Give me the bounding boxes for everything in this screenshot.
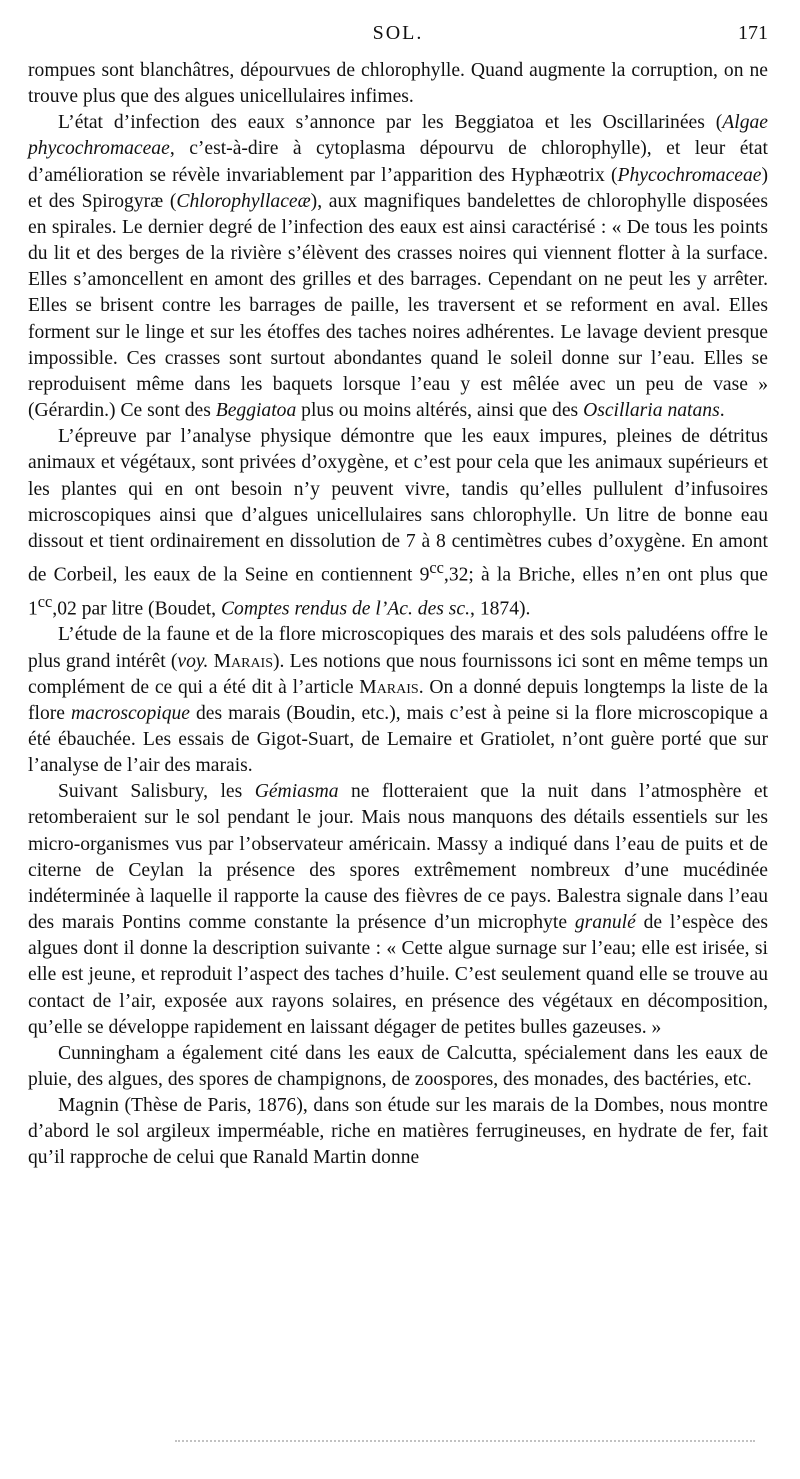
text-run: rompues sont blanchâtres, dépourvues de chlorophylle. Quand augmente la corruption, on ne trouve plus que des algues unicellulaires infimes. [28, 60, 768, 108]
paragraph [28, 1041, 768, 1093]
italic-text: Algae phycochromaceae [28, 112, 768, 160]
paragraph [28, 424, 768, 622]
superscript-text: cc [429, 557, 444, 577]
italic-text: Beggiatoa [215, 400, 297, 422]
italic-text: voy. [177, 650, 209, 672]
running-header [28, 22, 768, 58]
text-run: L’épreuve par l’analyse physique démontre que les eaux impures, pleines de détritus animaux et végétaux, sont privées d’oxygène, et c’est pour cela que les animaux supérieurs et les plantes qui en ont besoin n’y peuvent vivre, tandis qu’elles pullulent d’infusoires microscopiques ainsi que d’algues unicellulaires sans chlorophylle. Un litre de bonne eau dissout et tient ordinairement en dissolution de 7 à 8 centimètres cubes d’oxygène. En amont de Corbeil, les eaux de la Seine en contiennent 9 [28, 426, 768, 586]
body-text [28, 58, 768, 1172]
bottom-scan-marks [175, 1440, 755, 1448]
italic-text: Chlorophyllaceæ [176, 190, 311, 212]
document-page [28, 22, 768, 1172]
italic-text: Oscillaria natans [583, 400, 720, 422]
paragraph [28, 1093, 768, 1171]
text-run: ,32; à la Briche, elles n’en ont plus que 1 [28, 564, 768, 620]
paragraph [28, 622, 768, 779]
text-run: L’état d’infection des eaux s’annonce par les Beggiatoa et les Oscillarinées ( [58, 112, 723, 134]
paragraph [28, 779, 768, 1041]
text-run: de l’espèce des algues dont il donne la description suivante : « Cette algue surnage sur l’eau; elle est irisée, si elle est jeune, et reproduit l’aspect des taches d’huile. C’est seulement quand elle se trouve au contact de l’air, exposée aux rayons solaires, en présence des végétaux en décomposition, qu’elle se développe rapidement en laissant dégager de petites bulles gazeuses. » [28, 912, 768, 1038]
running-title: SOL. [372, 22, 424, 44]
italic-text: granulé [574, 912, 636, 934]
small-caps-text: Marais [359, 676, 419, 698]
text-run: . On a donné depuis longtemps la liste de la flore [28, 676, 768, 724]
page-number: 171 [738, 22, 768, 44]
small-caps-text: Marais [213, 650, 274, 672]
text-run: Cunningham a également cité dans les eaux de Calcutta, spécialement dans les eaux de pluie, des algues, des spores de champignons, de zoospores, des monades, des bactéries, etc. [28, 1042, 768, 1090]
text-run: des marais (Boudin, etc.), mais c’est à peine si la flore microscopique a été ébauchée. Les essais de Gigot-Suart, de Lemaire et Gratiolet, n’ont guère porté que sur l’analyse de l’air des marais. [28, 702, 768, 777]
paragraph [28, 58, 768, 110]
text-run: Magnin (Thèse de Paris, 1876), dans son étude sur les marais de la Dombes, nous montre d’abord le sol argileux imperméable, riche en matières ferrugineuses, en hydrate de fer, fait qu’il rapproche de celui que Ranald Martin donne [28, 1095, 768, 1169]
text-run: . [719, 400, 725, 422]
text-run: , c’est-à-dire à cytoplasma dépourvu de chlorophylle), et leur état d’amélioration se révèle invariablement par l’apparition des Hyphæotrix ( [28, 138, 768, 186]
italic-text: Comptes rendus de l’Ac. des sc. [220, 598, 471, 620]
italic-text: Gémiasma [254, 781, 339, 803]
text-run: ), aux magnifiques bandelettes de chlorophylle disposées en spirales. Le dernier degré de l’infection des eaux est ainsi caractérisé : « De tous les points du lit et des berges de la rivière s’élèvent des crasses noires qui viennent flotter à la surface. Elles s’amoncellent en amont des grilles et des barrages. Cependant on ne peut les y arrêter. Elles se brisent contre les barrages de paille, les traversent et se reforment en aval. Elles forment sur le linge et sur les étoffes des taches noires adhérentes. Le lavage devient presque impossible. Ces crasses sont surtout abondantes quand le soleil donne sur l’eau. Elles se reproduisent même dans les baquets lorsque l’eau y est mêlée avec un peu de vase » (Gérardin.) Ce sont des [28, 190, 768, 422]
text-run: plus ou moins altérés, ainsi que des [296, 400, 584, 422]
superscript-text: cc [37, 591, 53, 611]
text-run: Suivant Salisbury, les [58, 781, 255, 803]
text-run: ) et des Spirogyræ ( [28, 164, 768, 212]
italic-text: Phycochromaceae [617, 164, 762, 186]
text-run: ). Les notions que nous fournissons ici sont en même temps un complément de ce qui a été dit à l’article [28, 650, 769, 698]
text-run: , 1874). [470, 598, 531, 620]
text-run: ,02 par litre (Boudet, [52, 598, 221, 620]
text-run: L’étude de la faune et de la flore microscopiques des marais et des sols paludéens offre le plus grand intérêt ( [28, 624, 768, 672]
text-run: ne flotteraient que la nuit dans l’atmosphère et retomberaient sur le sol pendant le jour. Mais nous manquons des détails essentiels sur les micro-organismes vus par l’observateur américain. Massy a indiqué dans l’eau de puits et de citerne de Ceylan la présence des spores extrêmement nombreux d’une mucédinée indéterminée à laquelle il rapporte la cause des fièvres de ce pays. Balestra signale dans l’eau des marais Pontins comme constante la présence d’un microphyte [28, 781, 768, 934]
paragraph [28, 110, 768, 424]
italic-text: macroscopique [71, 702, 190, 724]
